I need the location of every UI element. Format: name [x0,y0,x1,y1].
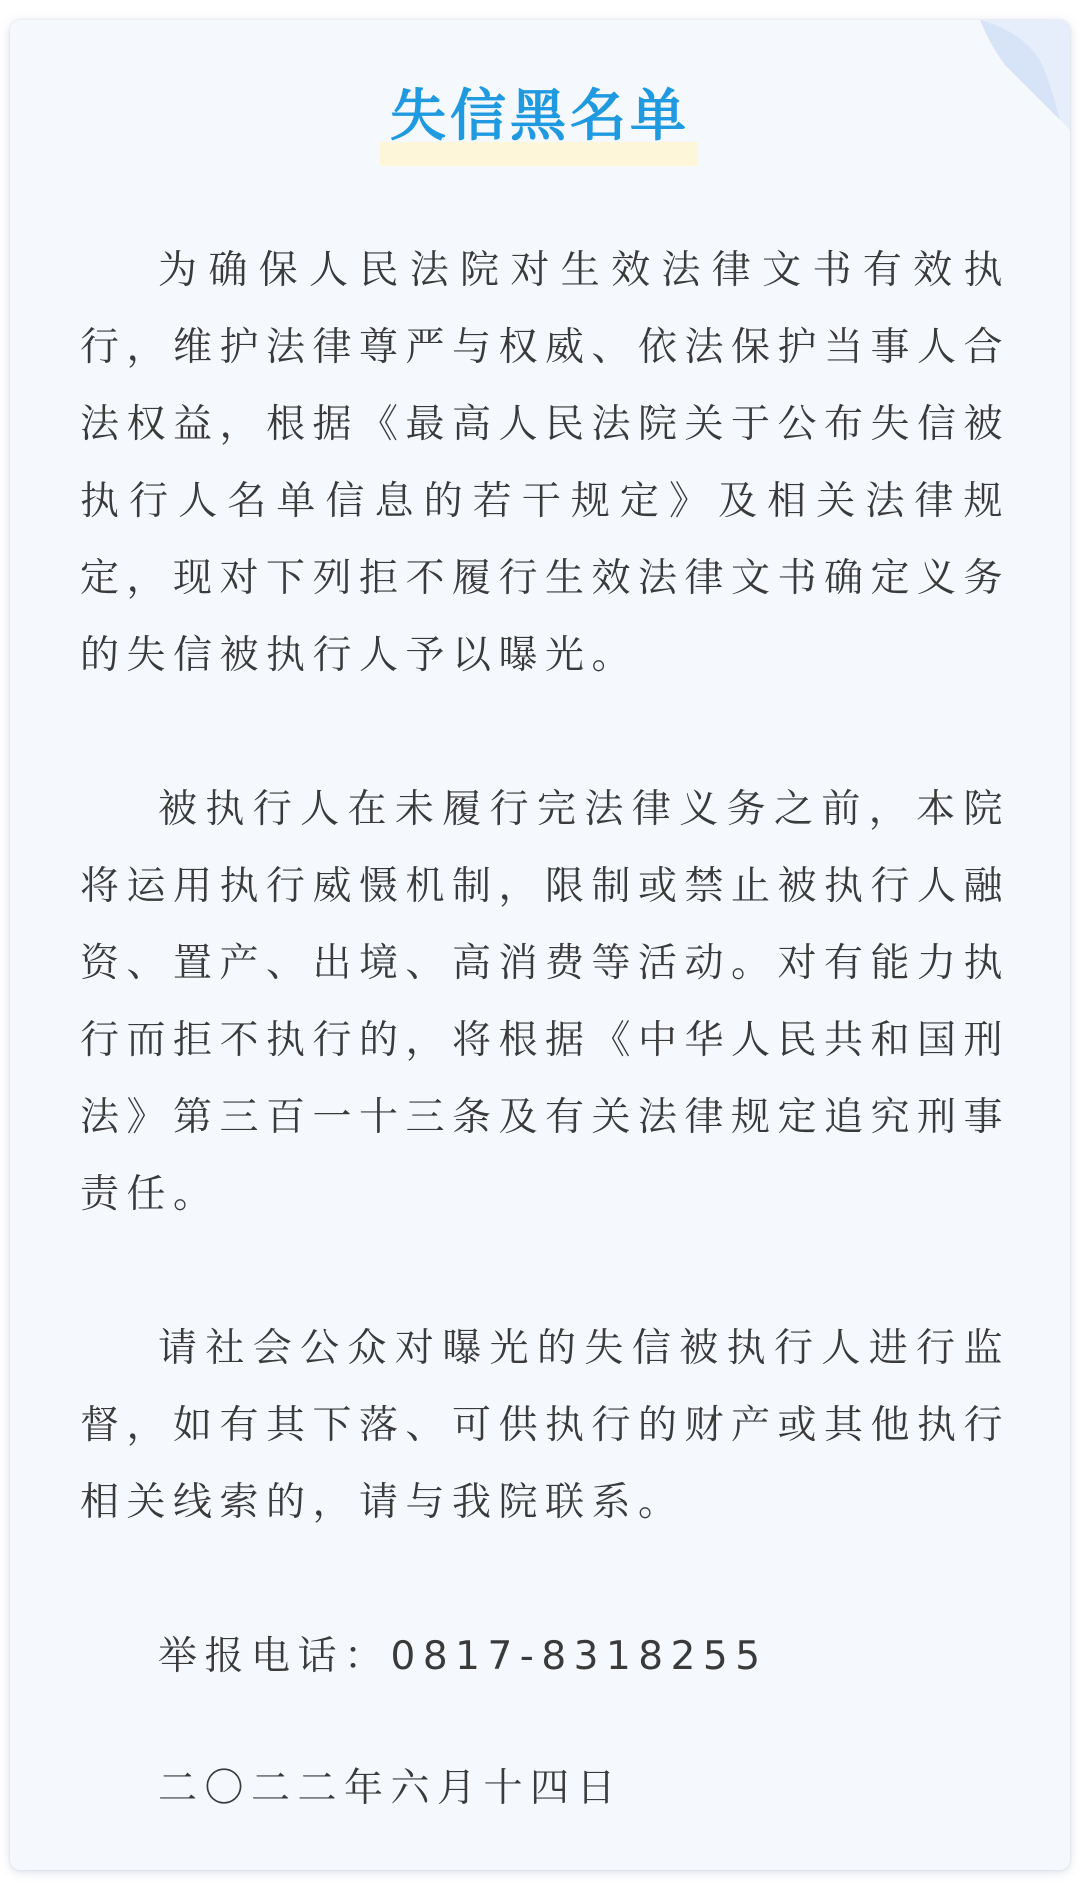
report-phone: 举报电话：0817-8318255 [158,1634,768,1679]
paragraph-1: 为确保人民法院对生效法律文书有效执行，维护法律尊严与权威、依法保护当事人合法权益，根据《最高人民法院关于公布失信被执行人名单信息的若干规定》及相关法律规定，现对下列拒不履行生效法律文书确定义务的失信被执行人予以曝光。 [80,248,1011,678]
paragraph-3: 请社会公众对曝光的失信被执行人进行监督，如有其下落、可供执行的财产或其他执行相关线索的，请与我院联系。 [80,1326,1011,1525]
issue-date: 二〇二二年六月十四日 [158,1766,624,1811]
title-container [10,82,1070,152]
page-title: 失信黑名单 [390,84,690,149]
paragraph-2: 被执行人在未履行完法律义务之前，本院将运用执行威慑机制，限制或禁止被执行人融资、置产、出境、高消费等活动。对有能力执行而拒不执行的，将根据《中华人民共和国刑法》第三百一十三条及有关法律规定追究刑事责任。 [80,787,1011,1217]
notice-card [10,20,1070,1870]
notice-body [80,232,1010,1827]
